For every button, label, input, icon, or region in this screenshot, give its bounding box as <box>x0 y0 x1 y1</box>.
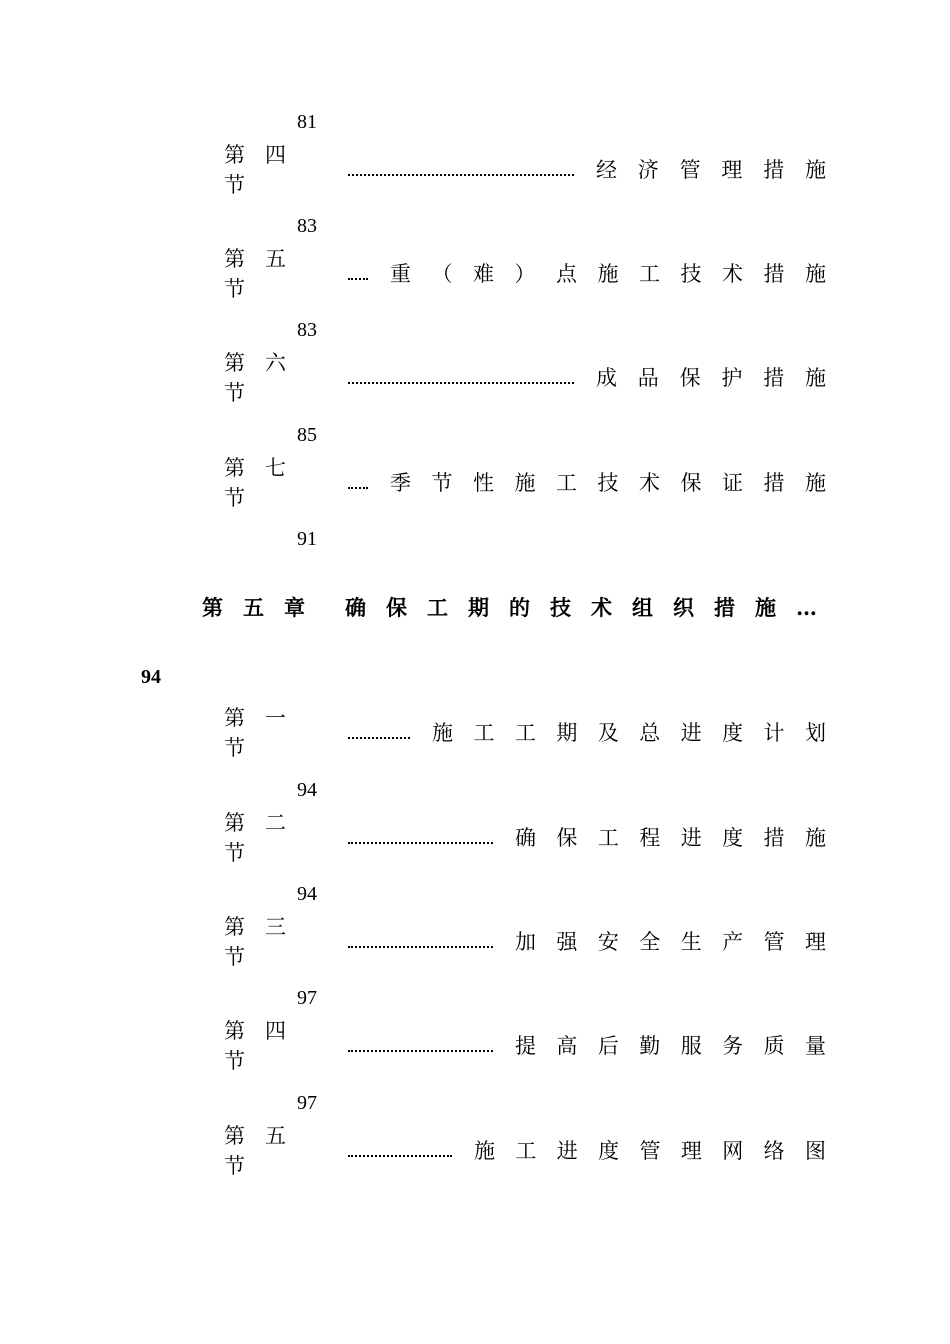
title-char: 措 <box>763 471 785 495</box>
toc-entry[interactable] <box>224 143 826 197</box>
section-title <box>515 822 826 852</box>
dot-leader <box>348 1154 452 1157</box>
title-char: 措 <box>763 262 785 286</box>
section-label <box>224 1120 328 1180</box>
section-title-text <box>390 258 826 288</box>
title-char: 施 <box>805 471 826 495</box>
toc-entry[interactable] <box>224 706 826 760</box>
section-label <box>224 911 328 971</box>
title-char: 加 <box>515 930 536 954</box>
title-char: （ <box>431 262 453 286</box>
title-char: 进 <box>556 1139 578 1163</box>
title-char: 安 <box>597 930 619 954</box>
toc-entry[interactable] <box>224 351 826 405</box>
page-number: 81 <box>297 111 317 133</box>
section-label-text: 第二节 <box>224 811 306 865</box>
section-label-text: 第六节 <box>224 351 306 405</box>
dot-leader <box>348 173 574 176</box>
title-char: 施 <box>804 366 826 390</box>
title-char: 管 <box>639 1139 661 1163</box>
title-char: 技 <box>597 471 619 495</box>
section-title-text <box>390 467 826 497</box>
title-char: 施 <box>804 826 826 850</box>
title-char: 质 <box>763 1034 785 1058</box>
page-number: 94 <box>297 883 317 905</box>
title-char: 度 <box>722 826 744 850</box>
section-label <box>224 347 328 407</box>
dot-leader <box>348 1049 493 1052</box>
dot-leader <box>348 945 493 948</box>
title-char: 施 <box>597 262 619 286</box>
page-number: 97 <box>297 987 317 1009</box>
title-char: ） <box>514 262 536 286</box>
section-label <box>224 807 328 867</box>
section-title <box>596 154 826 184</box>
title-char: 工 <box>639 262 660 286</box>
title-char: 工 <box>514 721 536 745</box>
section-title <box>515 926 826 956</box>
page-number: 97 <box>297 1092 317 1114</box>
section-title <box>596 362 826 392</box>
title-char: 管 <box>763 930 785 954</box>
title-char: 工 <box>597 826 619 850</box>
title-char: 理 <box>680 1139 702 1163</box>
section-title-text <box>596 362 826 392</box>
title-char: 产 <box>722 930 744 954</box>
title-char: 技 <box>680 262 702 286</box>
section-label <box>224 702 328 762</box>
section-title-text <box>515 926 826 956</box>
title-char: 施 <box>804 158 826 182</box>
title-char: 证 <box>722 471 743 495</box>
title-char: 术 <box>722 262 743 286</box>
title-char: 进 <box>680 721 702 745</box>
section-label-text: 第五节 <box>224 247 306 301</box>
title-char: 工 <box>556 471 577 495</box>
title-char: 性 <box>473 471 494 495</box>
title-char: 图 <box>805 1139 826 1163</box>
title-char: 及 <box>597 721 619 745</box>
section-label-text: 第五节 <box>224 1124 306 1178</box>
section-title <box>515 1030 826 1060</box>
section-title <box>390 467 826 497</box>
toc-entry[interactable] <box>224 1019 826 1073</box>
chapter-heading[interactable] <box>202 589 827 625</box>
title-char: 计 <box>763 721 785 745</box>
section-label <box>224 1015 328 1075</box>
section-label-text: 第四节 <box>224 143 306 197</box>
title-char: 进 <box>680 826 702 850</box>
title-char: 施 <box>474 1139 495 1163</box>
section-label <box>224 452 328 512</box>
dot-leader <box>348 277 368 280</box>
title-char: 全 <box>639 930 661 954</box>
title-char: 点 <box>556 262 577 286</box>
section-label-text: 第四节 <box>224 1019 306 1073</box>
title-char: 护 <box>721 366 743 390</box>
title-char: 勤 <box>639 1034 661 1058</box>
chapter-label: 第五章 <box>202 595 325 620</box>
title-char: 网 <box>722 1139 744 1163</box>
chapter-title: 确保工期的技术组织措施 <box>345 595 796 620</box>
title-char: 络 <box>763 1139 785 1163</box>
title-char: 理 <box>721 158 743 182</box>
dot-leader <box>348 841 493 844</box>
title-char: 措 <box>763 826 785 850</box>
title-char: 节 <box>431 471 453 495</box>
title-char: 难 <box>473 262 494 286</box>
section-title <box>474 1135 826 1165</box>
title-char: 生 <box>680 930 702 954</box>
toc-entry[interactable] <box>224 915 826 969</box>
title-char: 程 <box>639 826 661 850</box>
title-char: 工 <box>473 721 495 745</box>
page-number: 94 <box>297 779 317 801</box>
dot-leader <box>348 486 368 489</box>
dot-leader <box>348 381 574 384</box>
chapter-ellipsis: … <box>796 594 817 620</box>
title-char: 务 <box>722 1034 744 1058</box>
title-char: 划 <box>804 721 826 745</box>
title-char: 术 <box>639 471 660 495</box>
section-title-text <box>596 154 826 184</box>
title-char: 经 <box>596 158 617 182</box>
title-char: 管 <box>679 158 701 182</box>
title-char: 工 <box>515 1139 537 1163</box>
title-char: 成 <box>596 366 617 390</box>
title-char: 服 <box>680 1034 702 1058</box>
title-char: 量 <box>804 1034 826 1058</box>
title-char: 施 <box>514 471 536 495</box>
title-char: 理 <box>804 930 826 954</box>
page-number: 91 <box>297 528 317 550</box>
chapter-page-number: 94 <box>141 666 161 688</box>
toc-entry[interactable] <box>224 456 826 510</box>
page-number: 83 <box>297 215 317 237</box>
section-label-text: 第一节 <box>224 706 306 760</box>
title-char: 措 <box>763 366 785 390</box>
dot-leader <box>348 736 410 739</box>
title-char: 期 <box>556 721 578 745</box>
title-char: 施 <box>805 262 826 286</box>
title-char: 季 <box>390 471 411 495</box>
title-char: 强 <box>556 930 578 954</box>
title-char: 提 <box>515 1034 536 1058</box>
title-char: 保 <box>556 826 578 850</box>
title-char: 保 <box>679 366 701 390</box>
title-char: 度 <box>598 1139 620 1163</box>
section-title-text <box>474 1135 826 1165</box>
title-char: 度 <box>722 721 744 745</box>
section-label <box>224 243 328 303</box>
title-char: 总 <box>639 721 661 745</box>
title-char: 保 <box>680 471 702 495</box>
title-char: 措 <box>763 158 785 182</box>
section-label-text: 第七节 <box>224 456 306 510</box>
title-char: 确 <box>515 826 536 850</box>
title-char: 济 <box>637 158 659 182</box>
page-number: 83 <box>297 319 317 341</box>
title-char: 重 <box>390 262 411 286</box>
title-char: 高 <box>556 1034 578 1058</box>
title-char: 后 <box>597 1034 619 1058</box>
section-title-text <box>432 717 826 747</box>
section-label <box>224 139 328 199</box>
title-char: 施 <box>432 721 453 745</box>
section-label-text: 第三节 <box>224 915 306 969</box>
section-title-text <box>515 822 826 852</box>
page-number: 85 <box>297 424 317 446</box>
toc-entry[interactable] <box>224 1124 826 1178</box>
section-title <box>432 717 826 747</box>
toc-entry[interactable] <box>224 247 826 301</box>
toc-entry[interactable] <box>224 811 826 865</box>
title-char: 品 <box>637 366 659 390</box>
section-title <box>390 258 826 288</box>
section-title-text <box>515 1030 826 1060</box>
